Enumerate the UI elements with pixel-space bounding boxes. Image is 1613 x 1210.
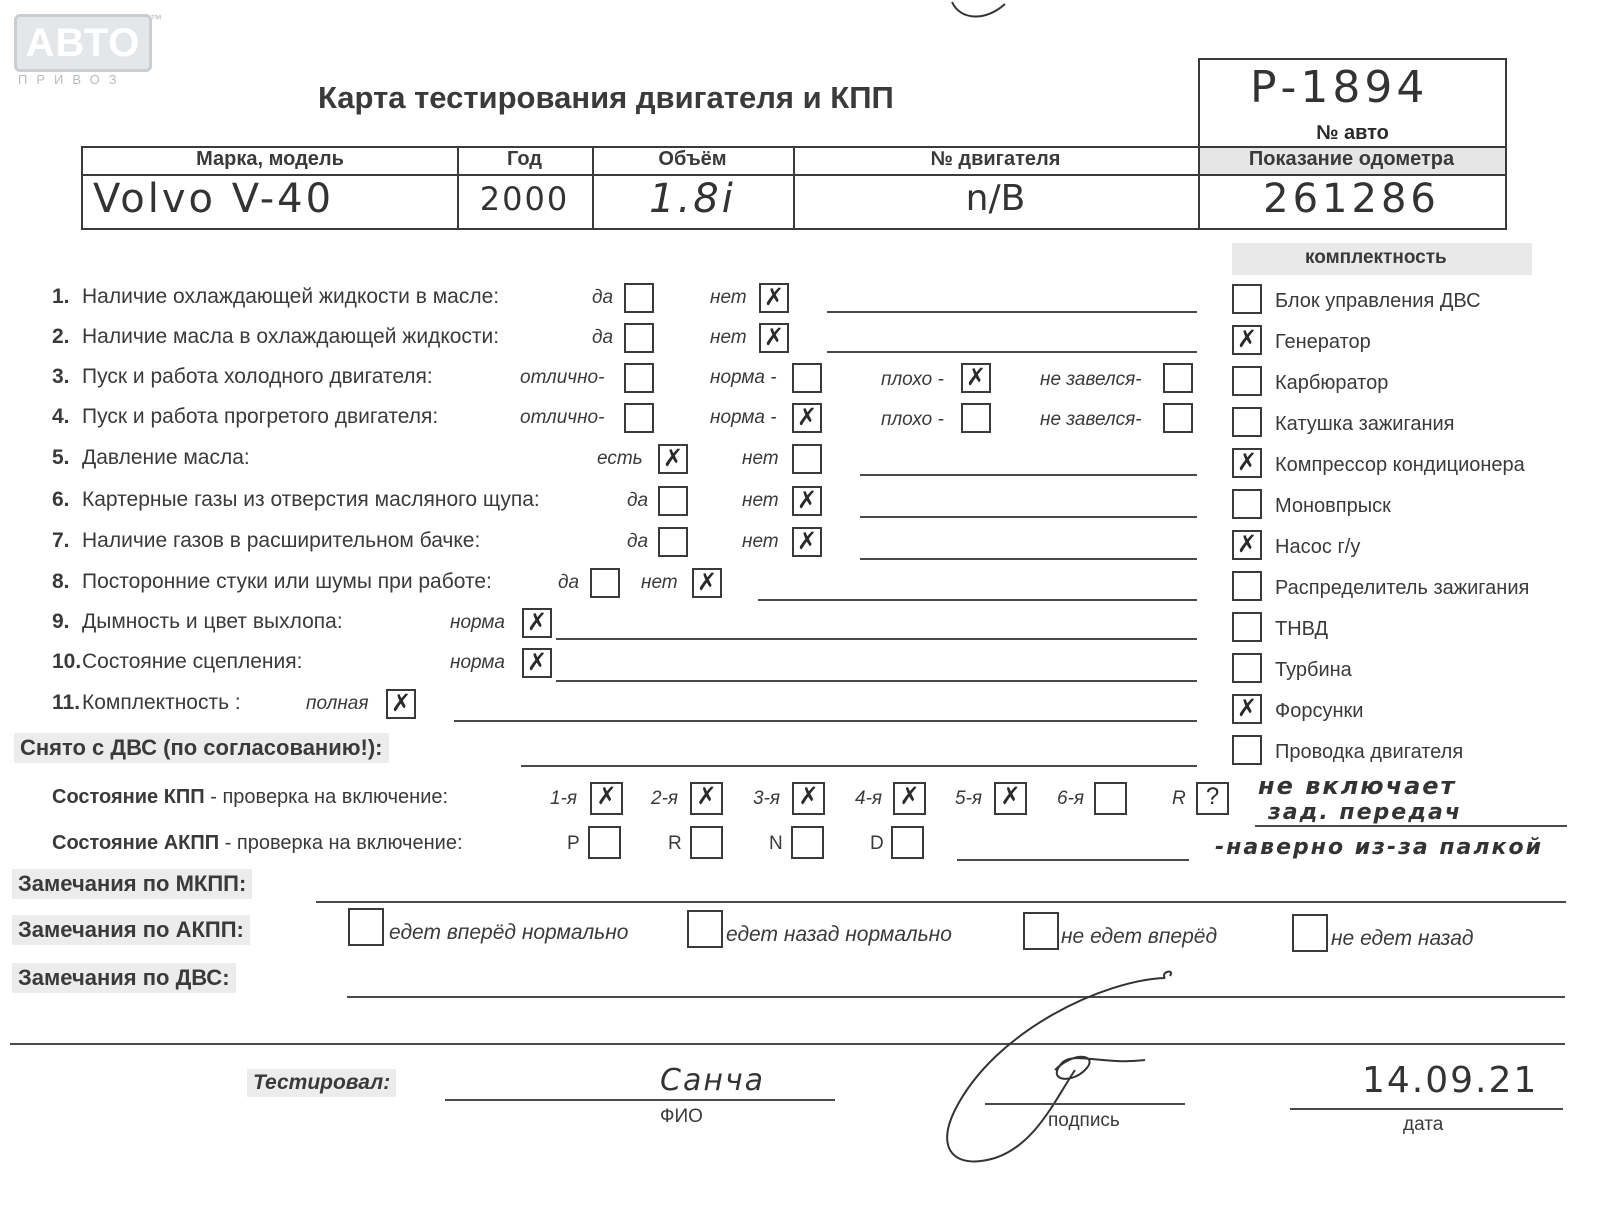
car-number-box (1198, 58, 1507, 150)
kit-checkbox-ecu[interactable] (1232, 284, 1262, 314)
year-value: 2000 (479, 180, 570, 218)
q7-checkbox-yes[interactable] (658, 527, 688, 557)
page-title: Карта тестирования двигателя и КПП (318, 80, 894, 115)
kit-checkbox-carburetor[interactable] (1232, 366, 1262, 396)
kit-checkbox-distributor[interactable] (1232, 571, 1262, 601)
kit-label-mono-injection: Моновпрыск (1275, 495, 1391, 517)
question-1: 1. Наличие охлаждающей жидкости в масле: (52, 285, 500, 308)
q6-option-yes: да (627, 490, 649, 511)
tested-by-label: Тестировал: (247, 1069, 396, 1097)
kpp-check-label: Состояние КПП - проверка на включение: (52, 786, 449, 808)
kit-label-generator: Генератор (1275, 331, 1371, 353)
kpp-gear-r-checkbox[interactable]: ? (1196, 782, 1229, 815)
col-make-model: Марка, модель (196, 148, 344, 170)
signature-label: подпись (1048, 1110, 1120, 1131)
kpp-gear-6-label: 6-я (1057, 788, 1085, 809)
akpp-forward-ok-label: едет вперёд нормально (389, 921, 629, 944)
akpp-gear-d-checkbox[interactable] (891, 826, 924, 859)
akpp-forward-ok-checkbox[interactable] (348, 908, 384, 946)
remarks-dvs-label: Замечания по ДВС: (12, 963, 236, 993)
kit-label-distributor: Распределитель зажигания (1275, 577, 1530, 599)
kpp-gear-5-label: 5-я (955, 788, 983, 809)
akpp-gear-d-label: D (870, 833, 884, 854)
q7-option-no: нет (742, 531, 779, 552)
akpp-check-label: Состояние АКПП - проверка на включение: (52, 832, 463, 854)
kpp-gear-2-label: 2-я (651, 788, 679, 809)
q2-checkbox-yes[interactable] (624, 323, 654, 353)
col-year: Год (507, 148, 542, 170)
q3-option-excellent: отлично- (520, 367, 605, 388)
kit-label-injection-pump: ТНВД (1275, 618, 1329, 640)
q5-line (860, 474, 1197, 476)
q8-checkbox-no[interactable]: ✗ (692, 568, 722, 598)
kit-checkbox-power-steering-pump[interactable]: ✗ (1232, 530, 1262, 560)
q1-option-no: нет (710, 287, 747, 308)
volume-value: 1.8i (649, 176, 736, 222)
akpp-line (957, 859, 1189, 861)
q3-checkbox-excellent[interactable] (624, 363, 654, 393)
q5-option-yes: есть (597, 448, 643, 469)
q3-checkbox-no-start[interactable] (1163, 363, 1193, 393)
kpp-gear-4-label: 4-я (855, 788, 883, 809)
bottom-margin (0, 1168, 1613, 1210)
q4-checkbox-normal[interactable]: ✗ (792, 403, 822, 433)
col-engine-number: № двигателя (930, 148, 1061, 170)
akpp-gear-p-label: P (567, 833, 580, 854)
kit-label-ignition-coil: Катушка зажигания (1275, 413, 1455, 435)
kit-checkbox-turbine[interactable] (1232, 653, 1262, 683)
akpp-no-forward-checkbox[interactable] (1023, 912, 1059, 950)
date-label: дата (1403, 1114, 1444, 1135)
logo-main: АВТО (14, 14, 152, 72)
q2-line (827, 351, 1197, 353)
question-7: 7. Наличие газов в расширительном бачке: (52, 529, 481, 552)
kpp-note-line (1255, 825, 1567, 827)
q10-checkbox-normal[interactable]: ✗ (522, 648, 552, 678)
q10-line (556, 680, 1197, 682)
odometer-value: 261286 (1263, 176, 1440, 222)
q1-checkbox-yes[interactable] (624, 283, 654, 313)
kpp-gear-1-label: 1-я (550, 788, 578, 809)
kit-label-ac-compressor: Компрессор кондиционера (1275, 454, 1525, 476)
q7-option-yes: да (627, 531, 649, 552)
q3-checkbox-bad[interactable]: ✗ (961, 363, 991, 393)
q5-checkbox-yes[interactable]: ✗ (658, 444, 688, 474)
question-5: 5. Давление масла: (52, 446, 250, 469)
q3-option-normal: норма - (710, 367, 777, 388)
akpp-gear-n-checkbox[interactable] (791, 826, 824, 859)
tester-name-value: Санча (660, 1063, 766, 1098)
kit-label-engine-wiring: Проводка двигателя (1275, 741, 1464, 763)
kit-checkbox-mono-injection[interactable] (1232, 489, 1262, 519)
vehicle-header-table (81, 146, 1507, 230)
fio-label: ФИО (660, 1106, 703, 1127)
q4-checkbox-no-start[interactable] (1163, 403, 1193, 433)
q4-option-excellent: отлично- (520, 407, 605, 428)
signature-drawing (925, 970, 1205, 1170)
q6-checkbox-no[interactable]: ✗ (792, 486, 822, 516)
car-number-label: № авто (1316, 122, 1389, 144)
q7-checkbox-no[interactable]: ✗ (792, 527, 822, 557)
col-odometer: Показание одометра (1248, 148, 1455, 170)
kit-label-power-steering-pump: Насос г/у (1275, 536, 1361, 558)
question-9: 9. Дымность и цвет выхлопа: (52, 610, 343, 633)
kpp-gear-3-checkbox[interactable]: ✗ (792, 782, 825, 815)
kit-checkbox-ignition-coil[interactable] (1232, 407, 1262, 437)
date-line (1290, 1108, 1563, 1110)
q4-checkbox-bad[interactable] (961, 403, 991, 433)
kit-checkbox-engine-wiring[interactable] (1232, 735, 1262, 765)
kpp-gear-2-checkbox[interactable]: ✗ (690, 782, 723, 815)
q11-checkbox-full[interactable]: ✗ (386, 689, 416, 719)
question-8: 8. Посторонние стуки или шумы при работе: (52, 570, 492, 593)
q2-checkbox-no[interactable]: ✗ (759, 323, 789, 353)
akpp-no-backward-label: не едет назад (1331, 927, 1474, 950)
q5-option-no: нет (742, 448, 779, 469)
q8-option-yes: да (558, 572, 580, 593)
question-2: 2. Наличие масла в охлаждающей жидкости: (52, 325, 500, 348)
kit-checkbox-injectors[interactable]: ✗ (1232, 694, 1262, 724)
q8-line (758, 599, 1197, 601)
akpp-no-forward-label: не едет вперёд (1061, 925, 1218, 948)
engine-number-value: n/B (965, 178, 1026, 219)
kit-label-turbine: Турбина (1275, 659, 1352, 681)
akpp-gear-r-label: R (668, 833, 682, 854)
q4-option-bad: плохо - (881, 409, 944, 430)
remarks-mkpp-line (316, 901, 1566, 903)
car-number-value: Р-1894 (1250, 62, 1429, 113)
q9-checkbox-normal[interactable]: ✗ (522, 608, 552, 638)
q6-option-no: нет (742, 490, 779, 511)
question-3: 3. Пуск и работа холодного двигателя: (52, 365, 433, 388)
kit-label-injectors: Форсунки (1275, 700, 1364, 722)
removed-line (521, 765, 1197, 767)
q6-line (860, 516, 1197, 518)
q6-checkbox-yes[interactable] (658, 486, 688, 516)
kit-checkbox-generator[interactable]: ✗ (1232, 325, 1262, 355)
kpp-gear-5-checkbox[interactable]: ✗ (994, 782, 1027, 815)
q9-option-normal: норма (450, 612, 505, 633)
q10-option-normal: норма (450, 652, 505, 673)
q8-checkbox-yes[interactable] (590, 568, 620, 598)
q11-option-full: полная (306, 693, 369, 714)
q1-line (827, 311, 1197, 313)
kpp-gear-3-label: 3-я (753, 788, 781, 809)
removed-from-engine-label: Снято с ДВС (по согласованию!): (14, 733, 389, 763)
akpp-no-backward-checkbox[interactable] (1292, 914, 1328, 952)
kit-checkbox-injection-pump[interactable] (1232, 612, 1262, 642)
company-logo (14, 14, 152, 87)
kpp-gear-r-label: R (1172, 788, 1186, 809)
signature-line (985, 1103, 1185, 1105)
fio-line (445, 1099, 835, 1101)
question-6: 6. Картерные газы из отверстия масляного щупа: (52, 488, 540, 511)
col-volume: Объём (658, 148, 727, 170)
q1-option-yes: да (592, 287, 614, 308)
kpp-note-line-2: зад. передач (1268, 800, 1462, 825)
q3-checkbox-normal[interactable] (792, 363, 822, 393)
q4-option-normal: норма - (710, 407, 777, 428)
akpp-backward-ok-checkbox[interactable] (687, 910, 723, 948)
kit-label-carburetor: Карбюратор (1275, 372, 1389, 394)
akpp-gear-n-label: N (769, 833, 783, 854)
q5-checkbox-no[interactable] (792, 444, 822, 474)
pen-stroke-top (950, 0, 1010, 25)
kpp-note-line-1: не включает (1258, 772, 1457, 800)
akpp-gear-p-checkbox[interactable] (588, 826, 621, 859)
logo-subtitle: ПРИВОЗ (18, 72, 126, 87)
q8-option-no: нет (641, 572, 678, 593)
kit-title: комплектность (1305, 247, 1447, 268)
date-value: 14.09.21 (1362, 1060, 1539, 1101)
question-4: 4. Пуск и работа прогретого двигателя: (52, 405, 439, 428)
q2-option-yes: да (592, 327, 614, 348)
q4-option-no-start: не завелся- (1040, 409, 1142, 430)
q2-option-no: нет (710, 327, 747, 348)
kpp-gear-1-checkbox[interactable]: ✗ (590, 782, 623, 815)
q11-line (454, 720, 1197, 722)
remarks-mkpp-label: Замечания по МКПП: (12, 869, 252, 899)
q4-checkbox-excellent[interactable] (624, 403, 654, 433)
kpp-gear-6-checkbox[interactable] (1094, 782, 1127, 815)
q9-line (556, 638, 1197, 640)
q3-option-bad: плохо - (881, 369, 944, 390)
akpp-gear-r-checkbox[interactable] (690, 826, 723, 859)
q7-line (860, 558, 1197, 560)
kpp-note-line-3: -наверно из-за палкой (1215, 835, 1543, 860)
make-model-value: Volvo V-40 (93, 176, 335, 222)
akpp-backward-ok-label: едет назад нормально (726, 923, 952, 946)
logo-tm: ™ (150, 12, 162, 26)
remarks-akpp-label: Замечания по АКПП: (12, 915, 250, 945)
q1-checkbox-no[interactable]: ✗ (759, 283, 789, 313)
kit-label-ecu: Блок управления ДВС (1275, 290, 1481, 312)
question-11: 11.Комплектность : (52, 691, 241, 714)
question-10: 10.Состояние сцепления: (52, 650, 303, 673)
kit-checkbox-ac-compressor[interactable]: ✗ (1232, 448, 1262, 478)
kpp-gear-4-checkbox[interactable]: ✗ (893, 782, 926, 815)
q3-option-no-start: не завелся- (1040, 369, 1142, 390)
separator-line (10, 1043, 1565, 1045)
